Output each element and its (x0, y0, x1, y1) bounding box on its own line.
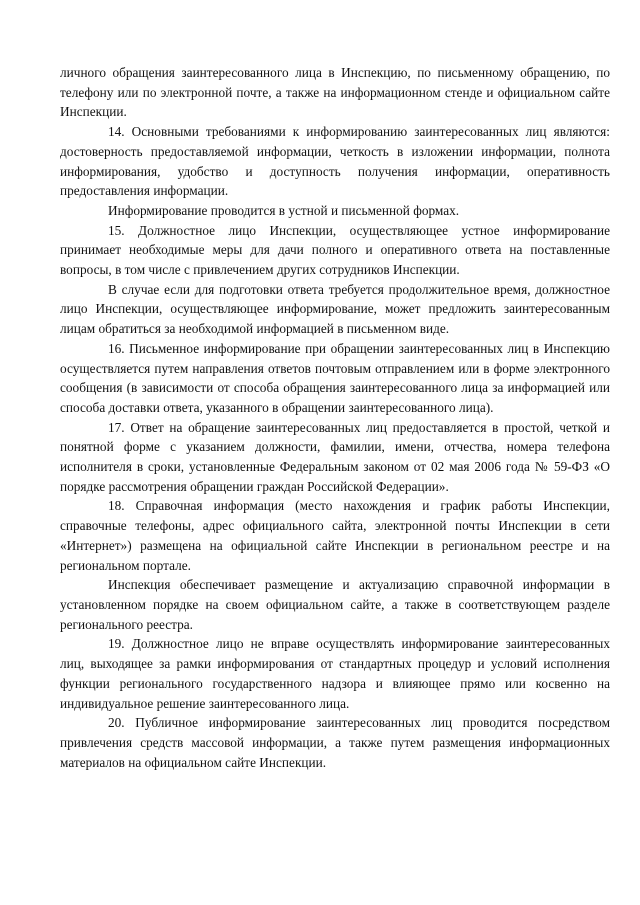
paragraph-16: 16. Письменное информирование при обращении заинтересованных лиц в Инспекцию осуществляется путем направления ответов почтовым отправлением или в форме электронного сообщения (в зависимости от способа обращения заинтересованного лица за информацией или способа доставки ответа, указанного в обращении заинтересованного лица). (60, 340, 610, 415)
paragraph-17: 17. Ответ на обращение заинтересованных лиц предоставляется в простой, четкой и понятной форме с указанием должности, фамилии, имени, отчества, номера телефона исполнителя в сроки, установленные Федеральным законом от 02 мая 2006 года № 59-ФЗ «О порядке рассмотрения обращении граждан Российской Федерации». (60, 419, 610, 494)
paragraph-14: 14. Основными требованиями к информированию заинтересованных лиц являются: достоверность предоставляемой информации, четкость в изложении информации, полнота информирования, удобство и доступность получения информации, оперативность предоставления информации. (60, 124, 610, 199)
paragraph-informing-forms: Информирование проводится в устной и письменной формах. (108, 202, 460, 218)
paragraph-18: 18. Справочная информация (место нахождения и график работы Инспекции, справочные телефоны, адрес официального сайта, электронной почты Инспекции в сети «Интернет») размещена на официальной сайте Инспекции в региональном реестре и на региональном портале. (60, 498, 610, 573)
paragraph-19: 19. Должностное лицо не вправе осуществлять информирование заинтересованных лиц, выходящее за рамки информирования от стандартных процедур и условий исполнения функции регионального государственного надзора и влияющее прямо или косвенно на индивидуальное решение заинтересованного лица. (60, 636, 610, 711)
paragraph-20: 20. Публичное информирование заинтересованных лиц проводится посредством привлечения средств массовой информации, а также путем размещения информационных материалов на официальном сайте Инспекции. (60, 715, 610, 770)
paragraph-15: 15. Должностное лицо Инспекции, осуществляющее устное информирование принимает необходимые меры для дачи полного и оперативного ответа на поставленные вопросы, в том числе с привлечением других сотрудников Инспекции. (60, 222, 610, 278)
paragraph-continuation: личного обращения заинтересованного лица в Инспекцию, по письменному обращению, по телефону или по электронной почте, а также на информационном стенде и официальном сайте Инспекции. (60, 65, 610, 120)
paragraph-18-continued: Инспекция обеспечивает размещение и актуализацию справочной информации в установленном порядке на своем официальном сайте, а также в соответствующем разделе регионального реестра. (60, 577, 610, 632)
paragraph-15-continued: В случае если для подготовки ответа требуется продолжительное время, должностное лицо Инспекции, осуществляющее информирование, может предложить заинтересованным лицам обратиться за необходимой информацией в письменном виде. (60, 281, 610, 337)
